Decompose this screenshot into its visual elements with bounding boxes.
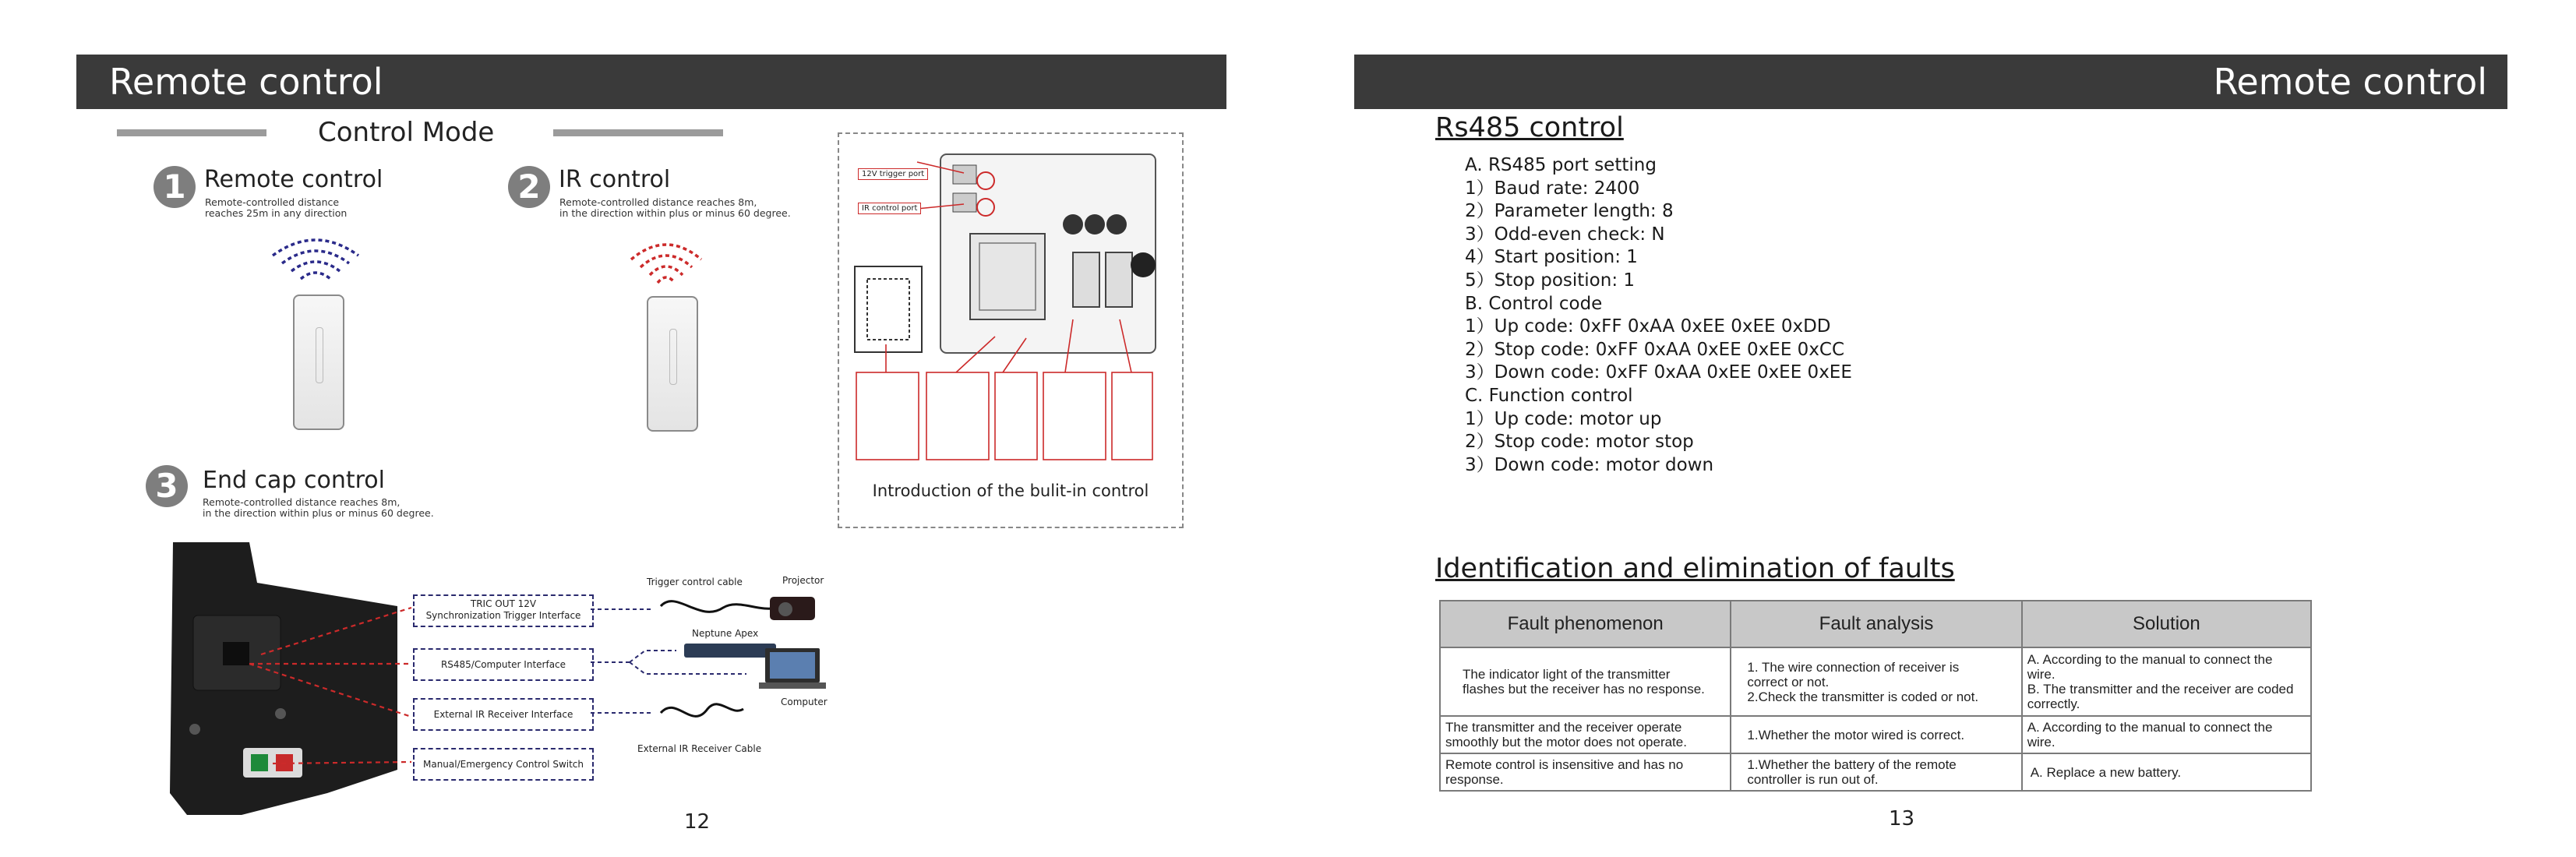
rs485-line: 5）Stop position: 1 [1465,270,1636,291]
table-cell [1440,753,1731,791]
end-cap-device-image [156,536,421,824]
rs485-line: 1）Baud rate: 2400 [1465,178,1640,199]
cell-line: correct or not. [1747,674,1830,689]
ir-cable-label: External IR Receiver Cable [637,743,762,754]
ir-signal-icon [623,236,709,291]
interface-tag-line: External IR Receiver Interface [433,709,573,720]
mode-desc-line: in the direction within plus or minus 60 degree. [559,207,791,219]
table-header-row [1440,601,2311,647]
mode-desc-line: Remote-controlled distance reaches 8m, [203,496,401,508]
cell-line: controller is run out of. [1747,772,1879,787]
wireless-signal-icon [265,232,366,287]
interface-tag [413,698,594,731]
interface-tag-line: TRIC OUT 12V [470,598,537,609]
rs485-line: A. RS485 port setting [1465,155,1657,175]
projector-label: Projector [782,575,824,586]
rs485-line: 4）Start position: 1 [1465,247,1638,268]
board-diagram-frame [838,132,1184,528]
rs485-line: 1）Up code: 0xFF 0xAA 0xEE 0xEE 0xDD [1465,316,1831,337]
table-cell [1440,716,1731,753]
board-caption: Introduction of the bulit-in control [872,481,1149,500]
mode-desc-line: Remote-controlled distance reaches 8m, [559,196,757,208]
mode-desc-line: Remote-controlled distance [205,196,340,208]
interface-tag [413,748,594,781]
table-cell [2022,716,2311,753]
table-cell [1731,647,2021,716]
cell-line: correctly. [2027,697,2080,711]
cell-line: A. According to the manual to connect the [2027,720,2273,735]
trigger-cable-label: Trigger control cable [647,577,743,587]
faults-table [1439,600,2312,792]
control-board-diagram [839,134,1182,469]
rs485-heading: Rs485 control [1435,112,1624,143]
table-cell [1731,716,2021,753]
mode-number-badge: 3 [146,465,188,507]
cell-line: B. The transmitter and the receiver are coded [2027,682,2294,697]
rs485-line: 2）Stop code: motor stop [1465,432,1694,453]
section-title: Control Mode [318,117,495,148]
table-cell [1440,647,1731,716]
mode-title: Remote control [204,166,383,193]
left-header-title: Remote control [109,61,383,103]
mode-title: End cap control [203,467,385,494]
page-number: 13 [1889,807,1915,831]
rs485-line: 2）Parameter length: 8 [1465,201,1674,222]
rs485-line: 1）Up code: motor up [1465,408,1662,429]
right-header-bar [1354,55,2507,109]
rs485-line: 2）Stop code: 0xFF 0xAA 0xEE 0xEE 0xCC [1465,339,1845,360]
rs485-settings [1465,154,1852,477]
trigger-port-label [858,168,928,180]
mode-title: IR control [559,166,671,193]
cell-line: flashes but the receiver has no response. [1463,682,1705,697]
mode-number-badge: 2 [508,166,550,208]
ir-port-label [858,203,921,214]
column-header: Fault analysis [1731,601,2021,647]
cell-line: 2.Check the transmitter is coded or not. [1747,689,1979,704]
cell-line: 1.Whether the battery of the remote [1747,757,1957,772]
table-cell [2022,647,2311,716]
section-rule-left [117,129,266,136]
column-header: Solution [2022,601,2311,647]
cell-line: The transmitter and the receiver operate [1445,720,1682,735]
table-row [1440,753,2311,791]
left-header-bar [76,55,1226,109]
interface-tag [413,594,594,627]
table-cell [1731,753,2021,791]
table-row [1440,647,2311,716]
cell-line: wire. [2027,667,2056,682]
neptune-label: Neptune Apex [692,628,759,639]
rs485-line: 3）Down code: 0xFF 0xAA 0xEE 0xEE 0xEE [1465,362,1852,383]
table-row [1440,716,2311,753]
faults-heading: Identification and elimination of faults [1435,553,1955,584]
right-header-title: Remote control [2213,61,2487,103]
cell-line: 1.Whether the motor wired is correct. [1747,727,1965,742]
mode-number-badge: 1 [154,166,196,208]
interface-tag-line: Synchronization Trigger Interface [425,610,581,621]
page-number: 12 [684,810,711,834]
cell-line: 1. The wire connection of receiver is [1747,659,1960,675]
cell-line: response. [1445,772,1504,787]
mode-desc-line: in the direction within plus or minus 60 degree. [203,507,434,519]
computer-label: Computer [781,697,827,707]
rs485-line: B. Control code [1465,293,1603,314]
cell-line: A. According to the manual to connect the [2027,652,2273,667]
rf-remote-image [293,294,344,430]
table-cell [2022,753,2311,791]
rs485-line: 3）Odd-even check: N [1465,224,1665,245]
interface-tag [413,648,594,681]
cell-line: The indicator light of the transmitter [1463,667,1671,682]
cell-line: A. Replace a new battery. [2030,764,2182,780]
section-rule-right [553,129,723,136]
cell-line: Remote control is insensitive and has no [1445,757,1684,772]
ir-port-label-text: IR control port [862,204,918,213]
rs485-line: C. Function control [1465,385,1633,406]
column-header: Fault phenomenon [1440,601,1731,647]
ir-remote-image [647,296,698,432]
interface-tag-line: Manual/Emergency Control Switch [422,759,584,770]
mode-desc-line: reaches 25m in any direction [205,207,348,219]
rs485-line: 3）Down code: motor down [1465,454,1714,475]
interface-tag-line: RS485/Computer Interface [440,659,566,670]
trigger-port-label-text: 12V trigger port [862,170,925,178]
cell-line: wire. [2027,735,2056,749]
cell-line: smoothly but the motor does not operate. [1445,735,1687,749]
